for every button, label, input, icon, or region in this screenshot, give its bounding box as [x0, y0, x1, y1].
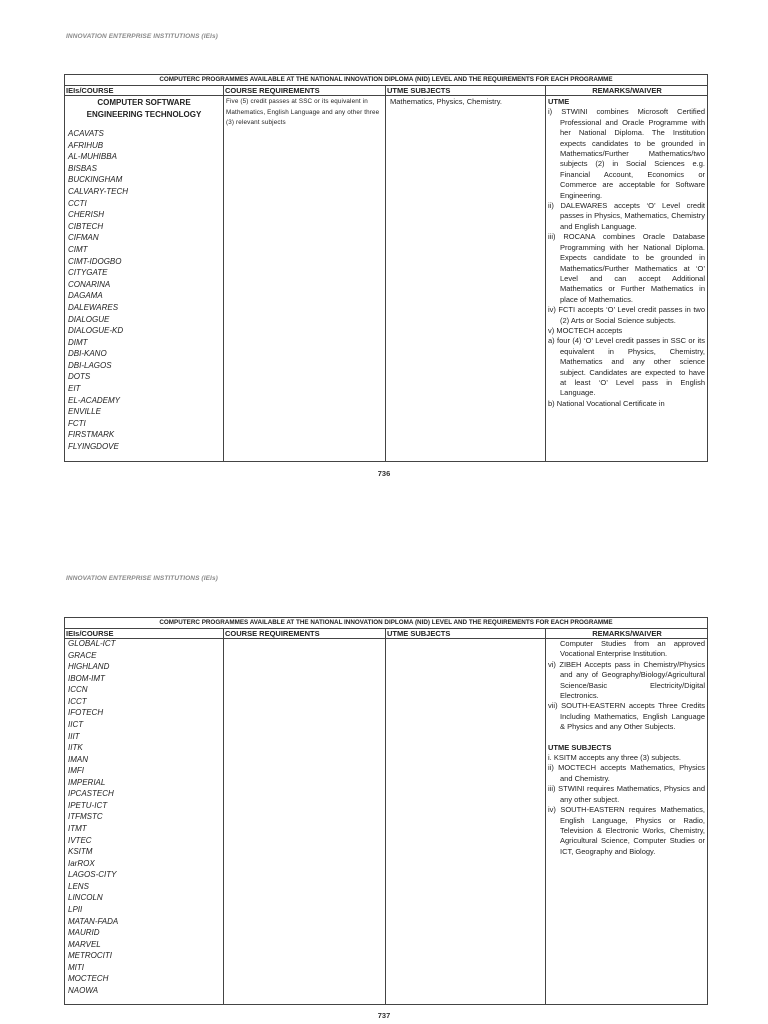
- institution-item: IMFI: [68, 766, 84, 776]
- programme-table: [64, 617, 708, 1005]
- table-header-row: [65, 86, 707, 96]
- remarks-paragraph: iv) FCTI accepts ‘O’ Level credit passes in two (2) Arts or Social Science subjects.: [548, 305, 705, 325]
- institution-item: IPETU-ICT: [68, 800, 108, 810]
- institution-item: LAGOS-CITY: [68, 870, 117, 880]
- institution-item: NAOWA: [68, 985, 99, 995]
- table-body-row: [65, 639, 707, 1004]
- institution-item: ICCT: [68, 696, 87, 706]
- institutions-cell: [65, 639, 223, 1004]
- remarks-subheading: UTME SUBJECTS: [548, 742, 612, 752]
- institution-list: [67, 638, 221, 996]
- institution-item: IICT: [68, 719, 84, 729]
- course-title-line: ENGINEERING TECHNOLOGY: [86, 110, 202, 119]
- remarks-paragraph: ii) MOCTECH accepts Mathematics, Physics and Chemistry.: [548, 763, 705, 783]
- institution-item: GLOBAL-ICT: [68, 639, 116, 648]
- institution-item: MARVEL: [68, 939, 101, 949]
- institution-item: IarROX: [68, 858, 95, 868]
- institution-item: CALVARY-TECH: [68, 186, 129, 196]
- institution-item: DBI-LAGOS: [68, 360, 112, 370]
- institution-item: AFRIHUB: [68, 140, 104, 150]
- remarks-paragraph: iii) ROCANA combines Oracle Database Programming with her National Diploma. Expects candidate to be grounded in Mathematics/Further Mathematics at ‘O’ Level and can accept Additional Mathematics or Further Mathematics in place of Mathematics.: [548, 232, 705, 304]
- course-requirements-text: Five (5) credit passes at SSC or its equivalent in Mathematics, English Language and any other three (3) relevant subjects: [226, 98, 380, 126]
- remarks-paragraph: vii) SOUTH-EASTERN accepts Three Credits Including Mathematics, English Language & Physics and any Other Subjects.: [548, 701, 705, 732]
- institution-item: IFOTECH: [68, 708, 104, 718]
- institution-item: DIALOGUE: [68, 314, 110, 324]
- remarks-paragraph: a) four (4) ‘O’ Level credit passes in SSC or its equivalent in Physics, Chemistry, Mathematics and any other science subject. Candidates are expected to have at least ‘O’ Level pass in English Language.: [548, 336, 705, 398]
- institution-item: CCTI: [68, 198, 87, 208]
- course-title: [67, 97, 221, 121]
- institution-item: MAURID: [68, 928, 100, 938]
- remarks-paragraph: iii) STWINI requires Mathematics, Physics and any other subject.: [548, 784, 705, 804]
- institution-item: LINCOLN: [68, 893, 103, 903]
- remarks-paragraph: Computer Studies from an approved Vocational Enterprise Institution.: [560, 639, 705, 659]
- institution-item: CITYGATE: [68, 268, 108, 278]
- remarks-paragraph: b) National Vocational Certificate in: [548, 398, 665, 408]
- institution-item: DALEWARES: [68, 302, 119, 312]
- header-course-requirements: COURSE REQUIREMENTS: [223, 629, 385, 638]
- institution-item: IMPERIAL: [68, 777, 106, 787]
- institution-item: CIMT: [68, 244, 88, 254]
- course-requirements-cell: [223, 96, 385, 461]
- remarks-text: [548, 97, 705, 409]
- course-title-line: COMPUTER SOFTWARE: [97, 98, 191, 107]
- header-remarks-waiver: REMARKS/WAIVER: [545, 629, 707, 638]
- header-remarks-waiver: REMARKS/WAIVER: [545, 86, 707, 95]
- institution-item: MITI: [68, 962, 84, 972]
- page-number: 736: [377, 469, 391, 478]
- table-caption: COMPUTERC PROGRAMMES AVAILABLE AT THE NATIONAL INNOVATION DIPLOMA (NID) LEVEL AND THE REQUIREMENTS FOR EACH PROGRAMME: [65, 75, 707, 86]
- utme-subjects-text: Mathematics, Physics, Chemistry.: [390, 97, 502, 106]
- remarks-paragraph: i. KSITM accepts any three (3) subjects.: [548, 753, 681, 763]
- institution-item: MATAN-FADA: [68, 916, 119, 926]
- page-number: 737: [377, 1011, 391, 1020]
- course-requirements-cell: [223, 639, 385, 1004]
- remarks-paragraph: vi) ZIBEH Accepts pass in Chemistry/Physics and any of Geography/Biology/Agricultural Science/Basic Electricity/Digital Electronics.: [548, 659, 705, 701]
- institution-item: CIFMAN: [68, 233, 99, 243]
- institution-item: IBOM-IMT: [68, 673, 105, 683]
- remarks-subheading: UTME: [548, 97, 570, 106]
- institution-item: BISBAS: [68, 163, 97, 173]
- institutions-cell: [65, 96, 223, 461]
- institution-list: [67, 128, 221, 453]
- institution-item: IVTEC: [68, 835, 92, 845]
- institution-item: ACAVATS: [68, 129, 104, 138]
- institution-item: ENVILLE: [68, 407, 101, 417]
- remarks-paragraph: v) MOCTECH accepts: [548, 325, 623, 335]
- remarks-cell: [545, 639, 707, 1004]
- running-header: INNOVATION ENTERPRISE INSTITUTIONS (IEIs): [66, 33, 218, 40]
- institution-item: ITMT: [68, 824, 87, 833]
- institution-item: IITK: [68, 743, 83, 753]
- institution-item: AL-MUHIBBA: [68, 152, 117, 162]
- institution-item: IMAN: [68, 754, 88, 764]
- table-body-row: [65, 96, 707, 461]
- utme-subjects-cell: [385, 96, 545, 461]
- institution-item: CIMT-IDOGBO: [68, 256, 122, 266]
- institution-item: HIGHLAND: [68, 662, 110, 672]
- institution-item: CHERISH: [68, 210, 105, 220]
- institution-item: CIBTECH: [68, 221, 104, 231]
- remarks-paragraph: ii) DALEWARES accepts ‘O’ Level credit passes in Physics, Mathematics, Chemistry and English Language.: [548, 201, 705, 231]
- institution-item: IPCASTECH: [68, 789, 114, 799]
- utme-subjects-cell: [385, 639, 545, 1004]
- header-course-requirements: COURSE REQUIREMENTS: [223, 86, 385, 95]
- remarks-spacer: [548, 733, 705, 743]
- institution-item: DBI-KANO: [68, 349, 107, 359]
- institution-item: ICCN: [68, 685, 88, 695]
- institution-item: KSITM: [68, 847, 93, 857]
- table-caption: COMPUTERC PROGRAMMES AVAILABLE AT THE NATIONAL INNOVATION DIPLOMA (NID) LEVEL AND THE REQUIREMENTS FOR EACH PROGRAMME: [65, 618, 707, 629]
- institution-item: EL-ACADEMY: [68, 395, 121, 405]
- header-iei-course: IEIs/COURSE: [66, 86, 114, 95]
- institution-item: DIALOGUE-KD: [68, 326, 124, 336]
- institution-item: MOCTECH: [68, 974, 109, 984]
- institution-item: METROCITI: [68, 951, 112, 961]
- institution-item: CONARINA: [68, 279, 111, 289]
- institution-item: FIRSTMARK: [68, 430, 115, 440]
- remarks-cell: [545, 96, 707, 461]
- institution-item: DIMT: [68, 337, 88, 347]
- institution-item: BUCKINGHAM: [68, 175, 123, 185]
- remarks-paragraph: i) STWINI combines Microsoft Certified Professional and Oracle Programme with her National Diploma. The Institution expects candidates to be grounded in Mathematics/Further Mathematics/two subjects (2) in Social Sciences e.g. Financial Account, Economics or Commerce are acceptable for Software Engineering.: [548, 107, 705, 200]
- header-utme-subjects: UTME SUBJECTS: [385, 629, 545, 638]
- institution-item: GRACE: [68, 650, 97, 660]
- header-utme-subjects: UTME SUBJECTS: [385, 86, 545, 95]
- programme-table: [64, 74, 708, 462]
- institution-item: LPII: [68, 904, 83, 914]
- institution-item: IIIT: [68, 731, 80, 741]
- institution-item: DOTS: [68, 372, 91, 382]
- institution-item: EIT: [68, 384, 81, 394]
- institution-item: DAGAMA: [68, 291, 103, 301]
- institution-item: LENS: [68, 881, 89, 891]
- remarks-paragraph: iv) SOUTH-EASTERN requires Mathematics, English Language, Physics or Radio, Television & Electronic Works, Chemistry, Agricultural Science, Computer Studies or ICT, Geography and Biology.: [548, 805, 705, 856]
- remarks-text: [548, 639, 705, 857]
- institution-item: ITFMSTC: [68, 812, 103, 822]
- institution-item: FCTI: [68, 418, 86, 428]
- institution-item: FLYINGDOVE: [68, 442, 119, 452]
- running-header: INNOVATION ENTERPRISE INSTITUTIONS (IEIs): [66, 575, 218, 582]
- header-iei-course: IEIs/COURSE: [66, 629, 114, 638]
